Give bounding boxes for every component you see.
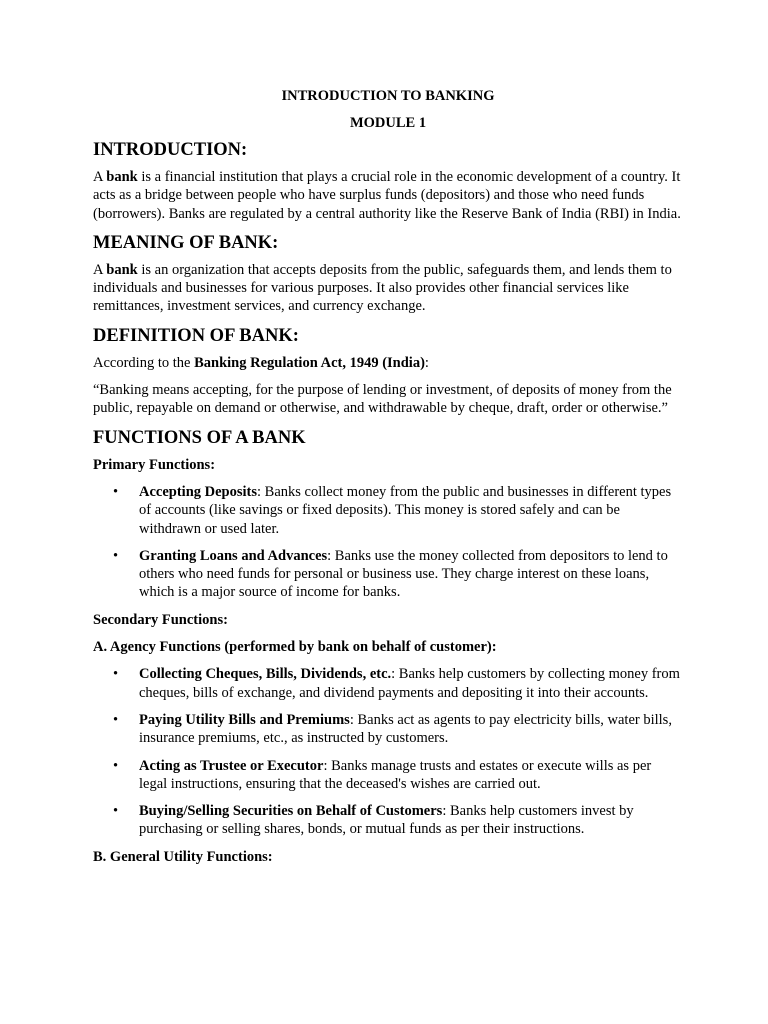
list-item	[93, 757, 683, 794]
item-title: Granting Loans and Advances	[139, 547, 328, 564]
definition-quote: “Banking means accepting, for the purpose of lending or investment, of deposits of money from the public, repayable on demand or otherwise, and withdrawable by cheque, draft, order or otherwise.”	[93, 382, 672, 417]
text-run: A	[93, 169, 107, 185]
item-text: : Banks use the money collected from depositors to lend to others who need funds for personal or business use. They charge interest on these loans, which is a major source of income for banks.	[139, 547, 668, 601]
agency-functions-list	[93, 665, 683, 838]
definition-heading: DEFINITION OF BANK:	[93, 325, 299, 346]
bold-term: bank	[106, 169, 138, 185]
introduction-paragraph	[93, 168, 683, 223]
bullet-icon: •	[113, 711, 119, 728]
primary-functions-list	[93, 483, 683, 602]
item-title: Paying Utility Bills and Premiums	[139, 711, 350, 728]
item-text: : Banks collect money from the public and businesses in different types of accounts (like savings or fixed deposits). This money is stored safely and can be withdrawn or used later.	[139, 483, 672, 537]
bullet-icon: •	[113, 757, 119, 774]
text-run: is an organization that accepts deposits from the public, safeguards them, and lends them to individuals and businesses for various purposes. It also provides other financial services like remittances, investment services, and currency exchange.	[93, 261, 672, 315]
item-title: Accepting Deposits	[139, 483, 258, 500]
item-text: : Banks help customers by collecting money from cheques, bills of exchange, and dividend payments and depositing it into their accounts.	[139, 666, 680, 701]
item-title: Buying/Selling Securities on Behalf of Customers	[139, 803, 443, 820]
text-run: According to the	[93, 354, 195, 371]
general-utility-heading: B. General Utility Functions:	[93, 848, 273, 865]
list-item	[93, 665, 683, 702]
module-label: MODULE 1	[349, 115, 427, 131]
item-title: Acting as Trustee or Executor	[139, 757, 324, 774]
act-name: Banking Regulation Act, 1949 (India)	[194, 354, 425, 371]
list-item	[93, 802, 683, 839]
bullet-icon: •	[113, 483, 119, 500]
list-item	[93, 547, 683, 602]
list-item	[93, 483, 683, 538]
introduction-heading: INTRODUCTION:	[93, 140, 248, 160]
item-text: : Banks manage trusts and estates or execute wills as per legal instructions, ensuring that the deceased's wishes are carried out.	[139, 757, 652, 792]
primary-functions-heading: Primary Functions:	[93, 456, 216, 473]
functions-heading: FUNCTIONS OF A BANK	[93, 427, 306, 448]
meaning-heading: MEANING OF BANK:	[93, 232, 279, 253]
item-text: : Banks act as agents to pay electricity bills, water bills, insurance premiums, etc., as instructed by customers.	[139, 711, 672, 747]
text-run: A	[93, 261, 107, 278]
agency-functions-heading: A. Agency Functions (performed by bank on behalf of customer):	[93, 639, 497, 656]
text-run: :	[424, 354, 429, 371]
meaning-paragraph	[93, 261, 683, 316]
definition-intro	[93, 354, 683, 372]
list-item	[93, 711, 683, 748]
bold-term: bank	[106, 261, 138, 278]
secondary-functions-heading: Secondary Functions:	[93, 611, 228, 628]
text-run: is a financial institution that plays a crucial role in the economic development of a country. It acts as a bridge between people who have surplus funds (depositors) and those who need funds (borrowers). Banks are regulated by a central authority like the Reserve Bank of India (RBI) in India.	[93, 169, 681, 222]
document-title: INTRODUCTION TO BANKING	[281, 88, 495, 104]
bullet-icon: •	[113, 547, 119, 564]
item-text: : Banks help customers invest by purchasing or selling shares, bonds, or mutual funds as per their instructions.	[139, 803, 634, 838]
item-title: Collecting Cheques, Bills, Dividends, etc.	[139, 666, 392, 683]
bullet-icon: •	[113, 666, 119, 683]
bullet-icon: •	[113, 803, 119, 820]
document-body	[93, 88, 683, 875]
